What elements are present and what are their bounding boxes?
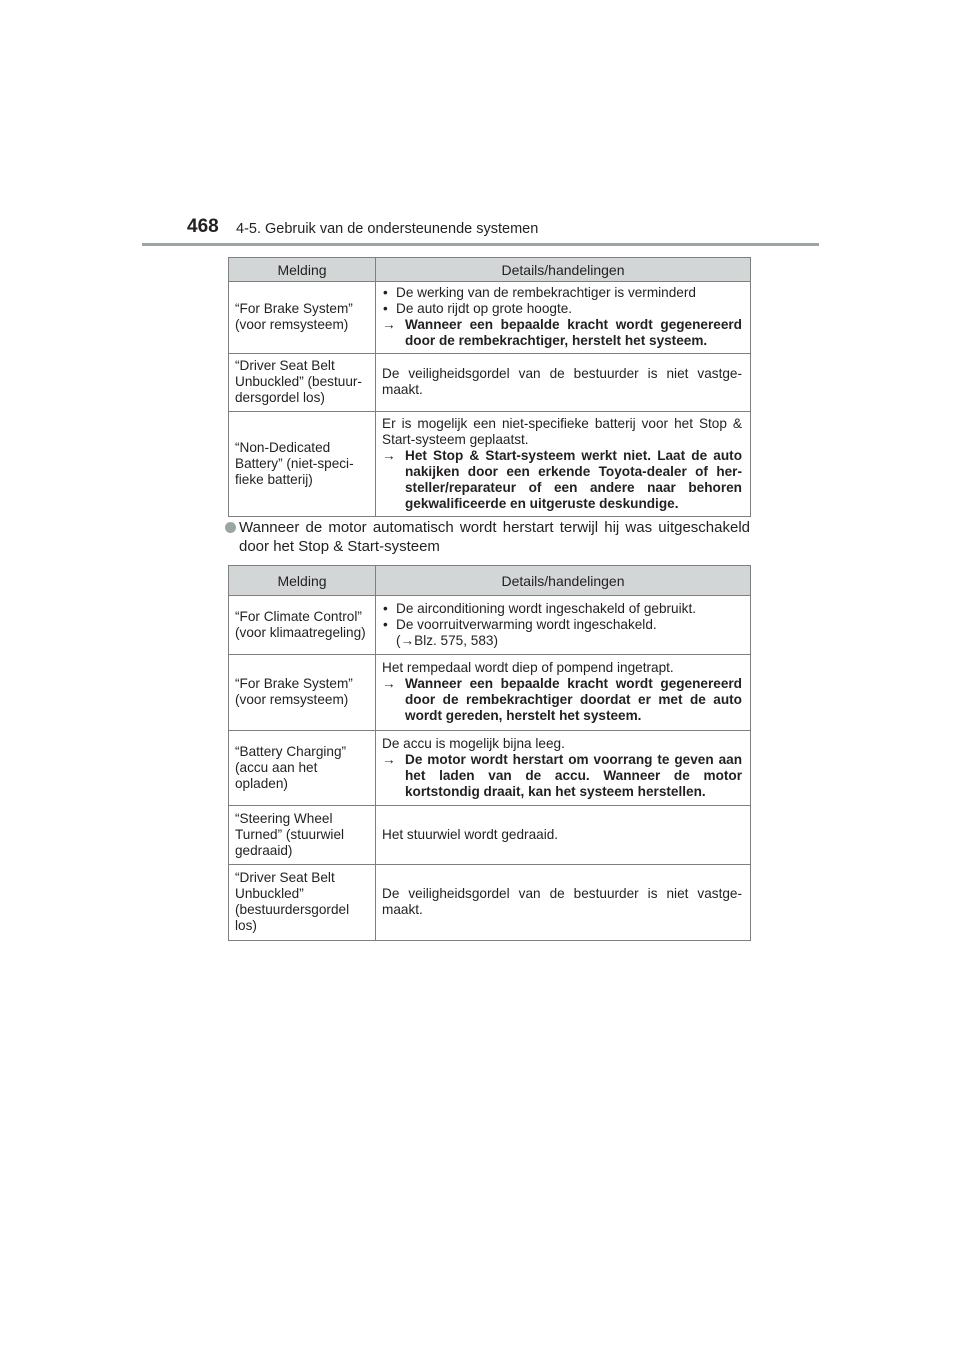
details-cell — [376, 412, 751, 517]
table-row — [229, 865, 751, 941]
column-header-message: Melding — [229, 258, 376, 282]
section-bullet-text: Wanneer de motor automatisch wordt herstart terwijl hij was uitgeschakeld door het Stop & Start-systeem — [239, 519, 750, 555]
action-line — [382, 317, 742, 349]
arrow-icon: → — [382, 751, 396, 767]
arrow-icon: → — [382, 447, 396, 463]
message-cell: “For Brake System” (voor remsysteem) — [229, 282, 376, 354]
section-title: 4-5. Gebruik van de ondersteunende systemen — [236, 221, 539, 237]
details-cell — [376, 282, 751, 354]
column-header-details: Details/handelingen — [376, 566, 751, 596]
table-row — [229, 806, 751, 865]
section-bullet-paragraph — [225, 518, 750, 556]
column-header-message: Melding — [229, 566, 376, 596]
details-bullet-list — [382, 285, 742, 317]
details-bullet: • De werking van de rembekrachtiger is verminderd — [382, 285, 742, 301]
column-header-details: Details/handelingen — [376, 258, 751, 282]
arrow-icon: → — [382, 317, 396, 332]
message-cell: “For Brake System” (voor remsysteem) — [229, 655, 376, 731]
action-line — [382, 448, 742, 512]
details-bullet: • De airconditioning wordt ingeschakeld of gebruikt. — [382, 601, 742, 617]
details-bullet: • De voorruitverwarming wordt ingeschakeld. — [382, 617, 742, 633]
action-text: Wanneer een bepaalde kracht wordt gegenereerd door de rembekrachtiger doordat er met de auto wordt gereden, herstelt het systeem. — [405, 676, 742, 723]
bullet-dot-icon — [225, 522, 236, 533]
header-rule — [142, 243, 819, 246]
details-bullet: • De auto rijdt op grote hoogte. — [382, 301, 742, 317]
details-text: Het rempedaal wordt diep of pompend ingetrapt. — [382, 660, 674, 675]
table-row — [229, 282, 751, 354]
message-cell: “Driver Seat Belt Unbuckled” (bestuur-dersgordel los) — [229, 354, 376, 412]
table-row — [229, 596, 751, 655]
details-text: De accu is mogelijk bijna leeg. — [382, 735, 565, 751]
details-cell — [376, 655, 751, 731]
action-line — [382, 676, 742, 724]
table-header-row — [229, 566, 751, 596]
arrow-icon: → — [382, 676, 396, 691]
table-row — [229, 354, 751, 412]
table-header-row — [229, 258, 751, 282]
message-cell: “Steering Wheel Turned” (stuurwiel gedraaid) — [229, 806, 376, 865]
page-header — [0, 0, 960, 250]
details-cell — [376, 596, 751, 655]
table-row — [229, 655, 751, 731]
message-cell: “For Climate Control” (voor klimaatregeling) — [229, 596, 376, 655]
page-reference: (→Blz. 575, 583) — [396, 632, 498, 648]
message-cell: “Non-Dedicated Battery” (niet-speci-fieke batterij) — [229, 412, 376, 517]
messages-table-2 — [228, 565, 751, 941]
details-text: Er is mogelijk een niet-specifieke batterij voor het Stop & Start-systeem geplaatst. — [382, 415, 742, 447]
details-cell — [376, 731, 751, 806]
message-cell: “Battery Charging” (accu aan het opladen) — [229, 731, 376, 806]
details-cell: Het stuurwiel wordt gedraaid. — [376, 806, 751, 865]
details-bullet-list — [382, 601, 742, 633]
action-text: De motor wordt herstart om voorrang te geven aan het laden van de accu. Wanneer de motor kortstondig draait, kan het systeem herstellen. — [405, 751, 742, 799]
action-text: Wanneer een bepaalde kracht wordt gegenereerd door de rembekrachtiger, herstelt het systeem. — [405, 317, 742, 348]
details-cell: De veiligheidsgordel van de bestuurder is niet vastge-maakt. — [376, 865, 751, 941]
page-number: 468 — [187, 216, 219, 237]
action-text: Het Stop & Start-systeem werkt niet. Laat de auto nakijken door een erkende Toyota-dealer of her-steller/reparateur of een andere naar behoren gekwalificeerde en uitgeruste deskundige. — [405, 447, 742, 511]
table-row — [229, 731, 751, 806]
message-cell: “Driver Seat Belt Unbuckled” (bestuurdersgordel los) — [229, 865, 376, 941]
messages-table-1 — [228, 257, 751, 517]
action-line — [382, 752, 742, 800]
details-cell: De veiligheidsgordel van de bestuurder is niet vastge-maakt. — [376, 354, 751, 412]
table-row — [229, 412, 751, 517]
